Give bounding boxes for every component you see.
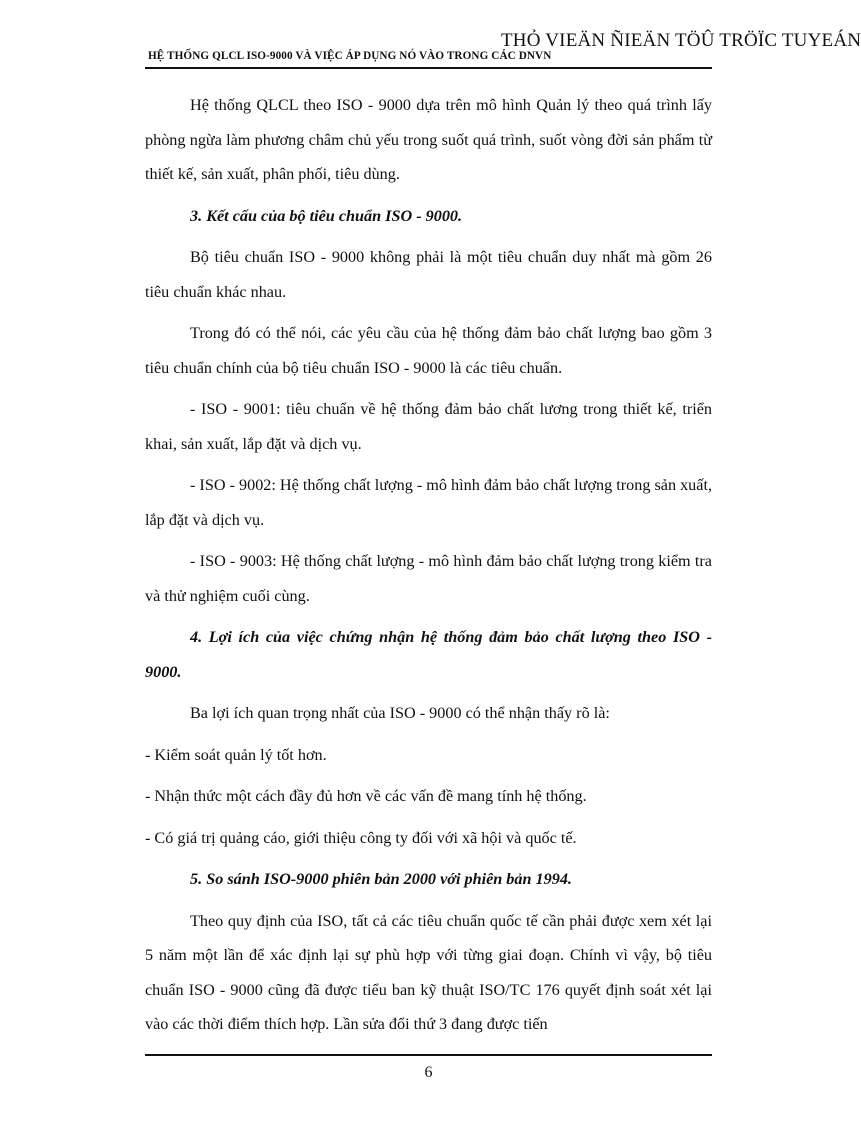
list-item: - Có giá trị quảng cáo, giới thiệu công ty đối với xã hội và quốc tế. (145, 828, 577, 847)
paragraph: Theo quy định của ISO, tất cả các tiêu chuẩn quốc tế cần phải được xem xét lại 5 năm một lần để xác định lại sự phù hợp với từng giai đoạn. Chính vì vậy, bộ tiêu chuẩn ISO - 9000 cũng đã được tiểu ban kỹ thuật ISO/TC 176 quyết định soát xét lại vào các thời điểm thích hợp. Lần sửa đổi thứ 3 đang được tiến (145, 911, 712, 1033)
running-header: HỆ THỐNG QLCL ISO-9000 VÀ VIỆC ÁP DỤNG NÓ VÀO TRONG CÁC DNVN (148, 50, 552, 62)
section-heading-4: 4. Lợi ích của việc chứng nhận hệ thống đảm bảo chất lượng theo ISO - 9000. (145, 628, 712, 681)
page-number: 6 (424, 1064, 433, 1081)
section-heading-3: 3. Kết cấu của bộ tiêu chuẩn ISO - 9000. (190, 206, 463, 225)
header-rule (145, 67, 712, 69)
paragraph: Hệ thống QLCL theo ISO - 9000 dựa trên mô hình Quản lý theo quá trình lấy phòng ngừa làm phương châm chủ yếu trong suốt quá trình, suốt vòng đời sản phẩm từ thiết kế, sản xuất, phân phối, tiêu dùng. (145, 96, 712, 183)
paragraph: Bộ tiêu chuẩn ISO - 9000 không phải là một tiêu chuẩn duy nhất mà gồm 26 tiêu chuẩn khác nhau. (145, 248, 712, 301)
paragraph: - ISO - 9002: Hệ thống chất lượng - mô hình đảm bảo chất lượng trong sản xuất, lắp đặt và dịch vụ. (145, 476, 712, 529)
paragraph: - ISO - 9001: tiêu chuẩn về hệ thống đảm bảo chất lương trong thiết kế, triển khai, sản xuất, lắp đặt và dịch vụ. (145, 400, 712, 453)
footer-rule (145, 1054, 712, 1056)
watermark-text: THỎ VIEÄN ÑIEÄN TÖÛ TRÖÏC TUYEÁN (501, 30, 861, 51)
list-item: - Kiểm soát quản lý tốt hơn. (145, 745, 327, 764)
list-item: - Nhận thức một cách đầy đủ hơn về các vấn đề mang tính hệ thống. (145, 787, 587, 805)
paragraph: - ISO - 9003: Hệ thống chất lượng - mô hình đảm bảo chất lượng trong kiểm tra và thử nghiệm cuối cùng. (145, 552, 712, 605)
paragraph: Ba lợi ích quan trọng nhất của ISO - 9000 có thể nhận thấy rõ là: (190, 704, 610, 722)
paragraph: Trong đó có thể nói, các yêu cầu của hệ thống đảm bảo chất lượng bao gồm 3 tiêu chuẩn chính của bộ tiêu chuẩn ISO - 9000 là các tiêu chuẩn. (145, 324, 712, 377)
page-body (145, 88, 712, 1049)
section-heading-5: 5. So sánh ISO-9000 phiên bản 2000 với phiên bản 1994. (190, 870, 572, 888)
